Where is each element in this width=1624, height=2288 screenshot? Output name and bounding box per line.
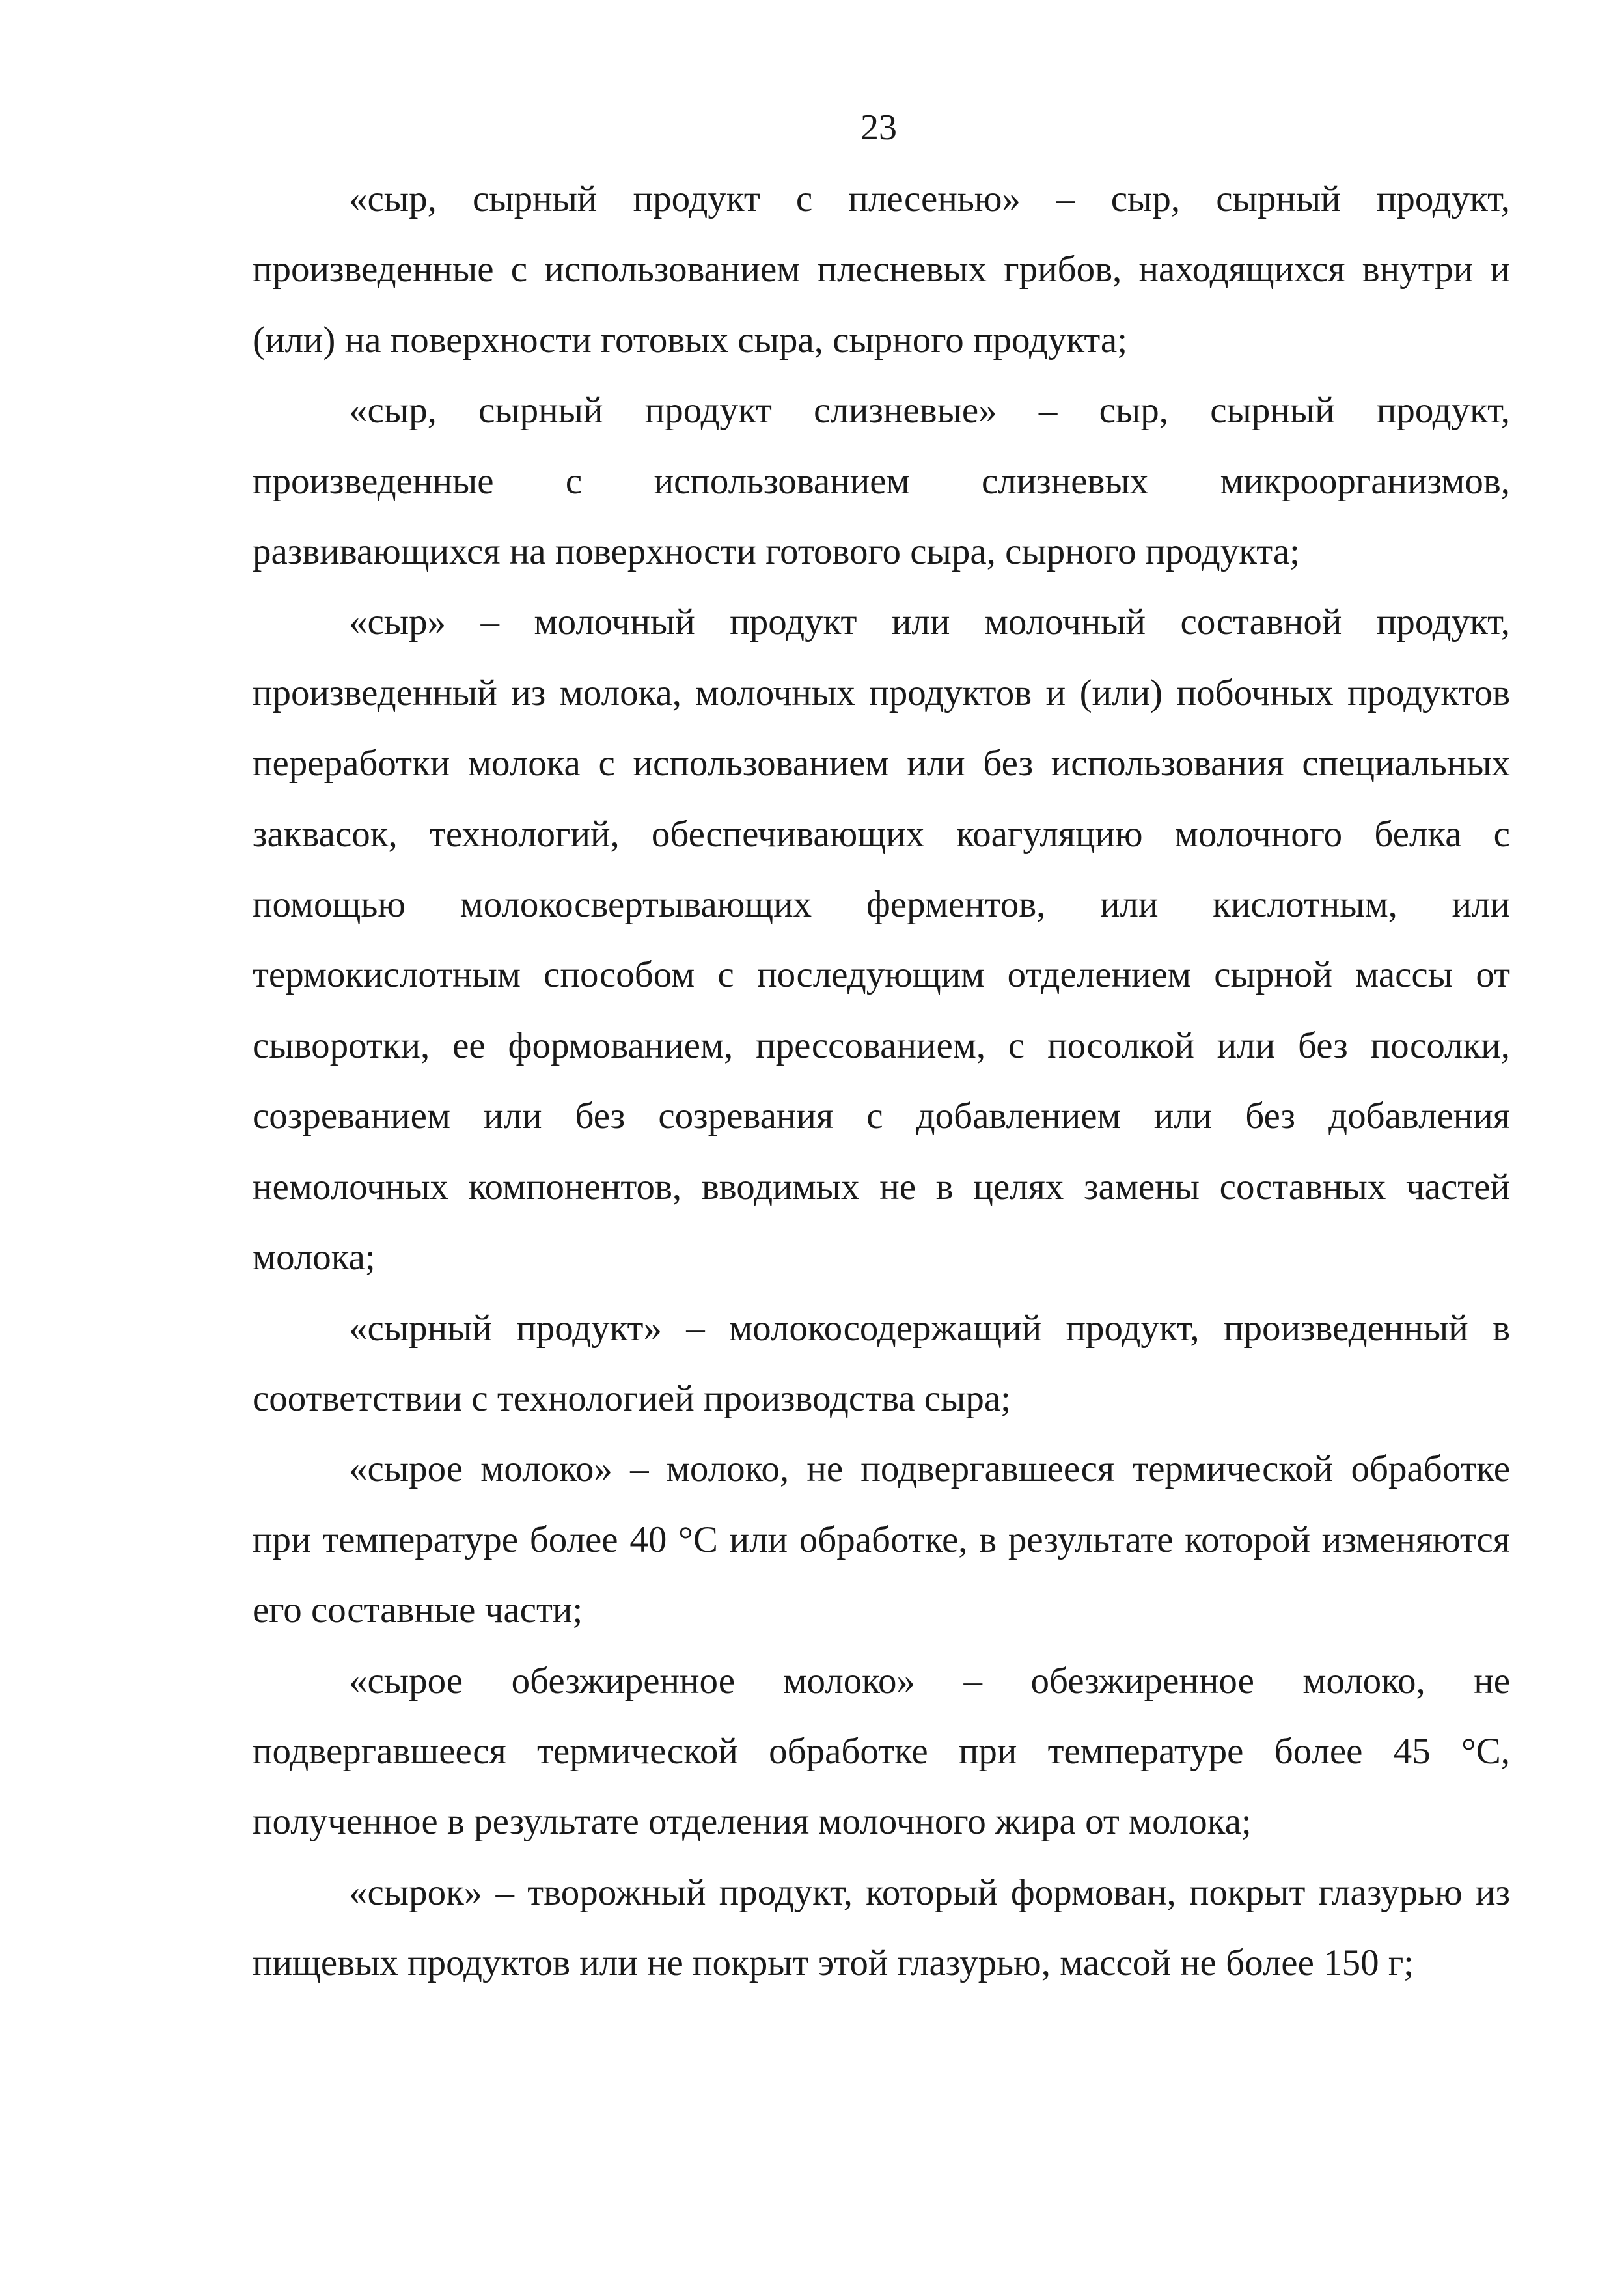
definition-paragraph: «сыр, сырный продукт слизневые» – сыр, сырный продукт, произведенные с использованием слизневых микроорганизмов, развивающихся на поверхности готового сыра, сырного продукта; — [253, 390, 1510, 573]
document-body — [253, 164, 1510, 1999]
definition-paragraph: «сырок» – творожный продукт, который формован, покрыт глазурью из пищевых продуктов или не покрыт этой глазурью, массой не более 150 г; — [253, 1871, 1510, 1984]
definition-paragraph: «сырое обезжиренное молоко» – обезжиренное молоко, не подвергавшееся термической обработке при температуре более 45 °С, полученное в результате отделения молочного жира от молока; — [253, 1660, 1510, 1843]
definition-paragraph: «сырный продукт» – молокосодержащий продукт, произведенный в соответствии с технологией производства сыра; — [253, 1307, 1510, 1419]
definition-paragraph: «сыр, сырный продукт с плесенью» – сыр, сырный продукт, произведенные с использованием плесневых грибов, находящихся внутри и (или) на поверхности готовых сыра, сырного продукта; — [253, 178, 1510, 361]
definition-paragraph: «сыр» – молочный продукт или молочный составной продукт, произведенный из молока, молочных продуктов и (или) побочных продуктов переработки молока с использованием или без использования специальных заквасок, технологий, обеспечивающих коагуляцию молочного белка с помощью молокосвертывающих ферментов, или кислотным, или термокислотным способом с последующим отделением сырной массы от сыворотки, ее формованием, прессованием, с посолкой или без посолки, созреванием или без созревания с добавлением или без добавления немолочных компонентов, вводимых не в целях замены составных частей молока; — [253, 601, 1510, 1278]
definition-paragraph: «сырое молоко» – молоко, не подвергавшееся термической обработке при температуре более 40 °С или обработке, в результате которой изменяются его составные части; — [253, 1448, 1510, 1631]
page-number: 23 — [860, 107, 897, 148]
